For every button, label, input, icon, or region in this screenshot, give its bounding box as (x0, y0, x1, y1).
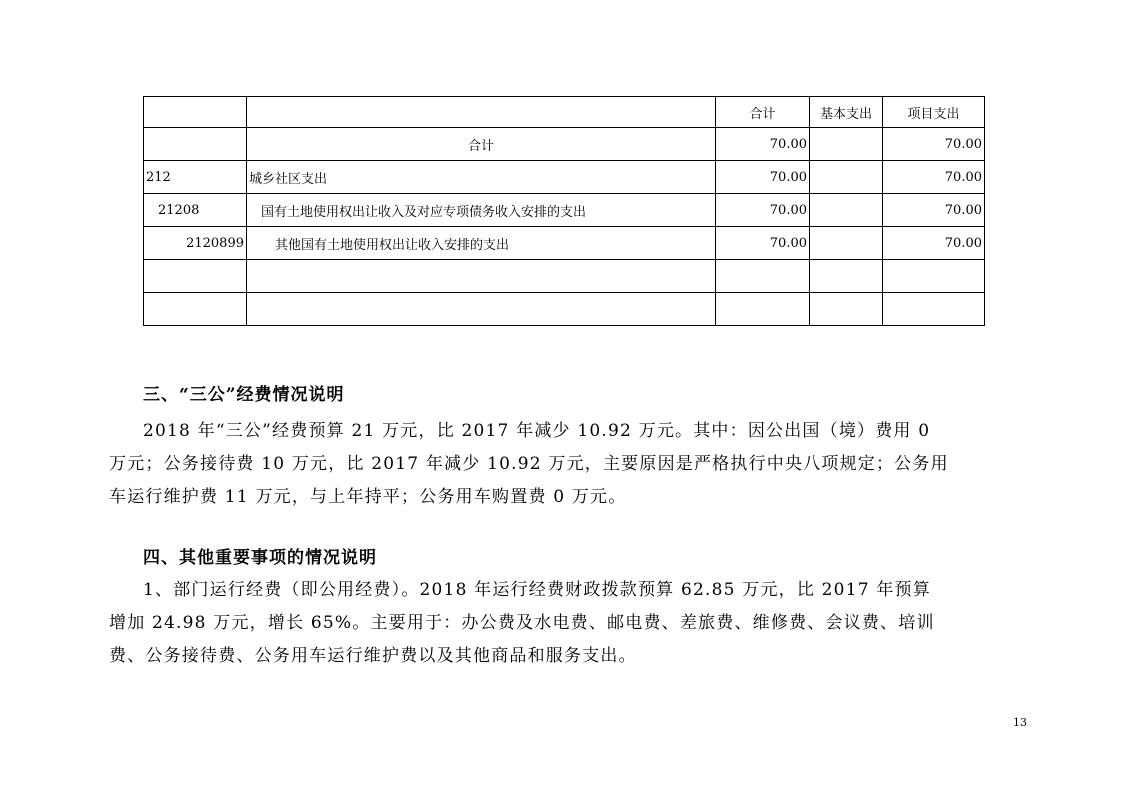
row-project: 70.00 (883, 161, 985, 194)
section-3-paragraph (109, 415, 1033, 514)
empty-cell (810, 293, 883, 326)
table-header-row (144, 97, 985, 128)
table-row-empty (144, 293, 985, 326)
row-name: 其他国有土地使用权出让收入安排的支出 (247, 227, 716, 260)
table-row-empty (144, 260, 985, 293)
row-basic (810, 128, 883, 161)
empty-cell (883, 260, 985, 293)
row-project: 70.00 (883, 227, 985, 260)
page-number: 13 (1013, 716, 1027, 729)
paragraph-line: 1、部门运行经费（即公用经费）。2018 年运行经费财政拨款预算 62.85 万元，比 2017 年预算 (143, 580, 931, 600)
row-total: 70.00 (716, 227, 810, 260)
header-name-cell (247, 97, 716, 128)
row-basic (810, 194, 883, 227)
empty-cell (810, 260, 883, 293)
budget-table (143, 96, 985, 326)
row-code: 21208 (144, 194, 247, 227)
row-basic (810, 227, 883, 260)
table-row (144, 128, 985, 161)
header-code-cell (144, 97, 247, 128)
section-3-heading: 三、“三公”经费情况说明 (143, 385, 345, 405)
paragraph-line: 2018 年“三公”经费预算 21 万元，比 2017 年减少 10.92 万元。其中：因公出国（境）费用 0 (143, 421, 931, 441)
header-total: 合计 (716, 97, 810, 128)
table-row (144, 194, 985, 227)
row-project: 70.00 (883, 194, 985, 227)
header-basic: 基本支出 (810, 97, 883, 128)
empty-cell (144, 260, 247, 293)
empty-cell (247, 293, 716, 326)
paragraph-line: 增加 24.98 万元，增长 65%。主要用于：办公费及水电费、邮电费、差旅费、维修费、会议费、培训 (109, 613, 935, 633)
empty-cell (144, 293, 247, 326)
section-4-heading: 四、其他重要事项的情况说明 (143, 548, 377, 568)
paragraph-line: 费、公务接待费、公务用车运行维护费以及其他商品和服务支出。 (109, 646, 637, 666)
row-name: 国有土地使用权出让收入及对应专项债务收入安排的支出 (247, 194, 716, 227)
row-basic (810, 161, 883, 194)
table-row (144, 227, 985, 260)
paragraph-line: 车运行维护费 11 万元，与上年持平；公务用车购置费 0 万元。 (109, 487, 627, 507)
row-total: 70.00 (716, 161, 810, 194)
paragraph-line: 万元；公务接待费 10 万元，比 2017 年减少 10.92 万元，主要原因是严格执行中央八项规定；公务用 (109, 454, 949, 474)
table-row (144, 161, 985, 194)
row-project: 70.00 (883, 128, 985, 161)
row-total: 70.00 (716, 194, 810, 227)
empty-cell (247, 260, 716, 293)
empty-cell (883, 293, 985, 326)
row-name: 合计 (247, 128, 716, 161)
header-project: 项目支出 (883, 97, 985, 128)
row-code (144, 128, 247, 161)
empty-cell (716, 260, 810, 293)
row-name: 城乡社区支出 (247, 161, 716, 194)
row-code: 212 (144, 161, 247, 194)
row-code: 2120899 (144, 227, 247, 260)
section-4-paragraph (109, 574, 1033, 673)
empty-cell (716, 293, 810, 326)
row-total: 70.00 (716, 128, 810, 161)
